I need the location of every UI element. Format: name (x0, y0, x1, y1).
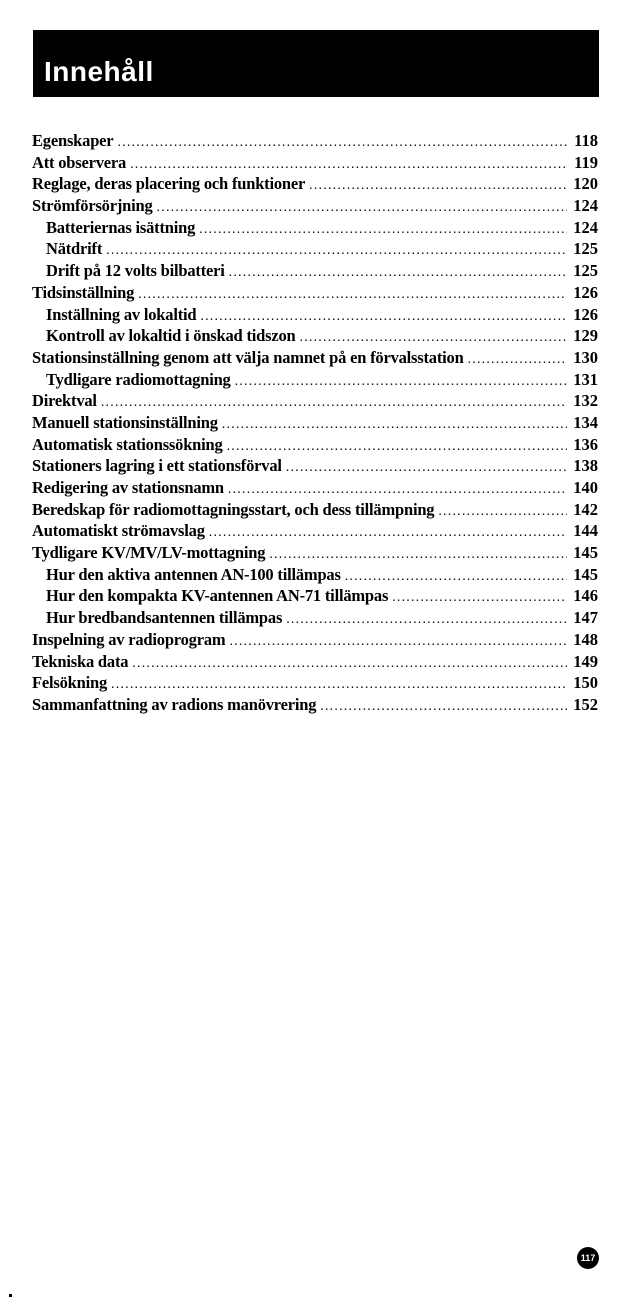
toc-entry[interactable] (32, 412, 598, 434)
dot-leader (228, 479, 567, 501)
toc-entry-title: Sammanfattning av radions manövrering (32, 694, 317, 714)
toc-subentry[interactable] (32, 564, 598, 586)
toc-entry[interactable] (32, 282, 598, 304)
toc-subentry[interactable] (32, 585, 598, 607)
dot-leader (438, 501, 567, 523)
dot-leader (392, 587, 567, 609)
toc-entry[interactable] (32, 455, 598, 477)
dot-leader (157, 197, 567, 219)
toc-entry-page: 150 (573, 673, 598, 693)
dot-leader (111, 674, 567, 696)
toc-entry-page: 138 (573, 456, 598, 476)
dot-leader (130, 154, 567, 176)
dot-leader (269, 544, 567, 566)
dot-leader (138, 284, 567, 306)
toc-entry-title: Redigering av stationsnamn (32, 478, 224, 497)
toc-entry[interactable] (32, 477, 598, 499)
toc-entry-title: Drift på 12 volts bilbatteri (46, 261, 225, 281)
toc-entry[interactable] (32, 542, 598, 564)
toc-entry-page: 125 (573, 261, 598, 281)
toc-entry-title: Tydligare KV/MV/LV-mottagning (32, 543, 266, 563)
toc-subentry[interactable] (32, 325, 598, 347)
toc-entry-title: Beredskap för radiomottagningsstart, och dess tillämpning (32, 499, 435, 519)
toc-entry-page: 136 (573, 434, 598, 454)
toc-entry[interactable] (32, 629, 598, 651)
dot-leader (227, 436, 567, 458)
toc-entry-page: 145 (573, 564, 598, 584)
toc-entry[interactable] (32, 651, 598, 673)
toc-subentry[interactable] (32, 304, 598, 326)
toc-entry-page: 118 (574, 131, 598, 150)
toc-entry-page: 144 (573, 521, 598, 541)
toc-entry-page: 149 (573, 651, 598, 671)
toc-entry-title: Hur den aktiva antennen AN-100 tillämpas (46, 564, 341, 584)
toc-subentry[interactable] (32, 238, 598, 260)
dot-leader (309, 175, 567, 197)
toc-entry-page: 130 (573, 347, 598, 367)
dot-leader (300, 327, 568, 349)
toc-entry-page: 126 (573, 304, 598, 324)
toc-entry[interactable] (32, 520, 598, 542)
toc-subentry[interactable] (32, 607, 598, 629)
dot-leader (132, 653, 567, 675)
toc-entry-title: Inställning av lokaltid (46, 304, 197, 324)
toc-entry-page: 148 (573, 629, 598, 649)
toc-entry[interactable] (32, 434, 598, 456)
toc-entry[interactable] (32, 173, 598, 195)
toc-entry-page: 145 (573, 543, 598, 563)
toc-entry-title: Tydligare radiomottagning (46, 369, 231, 389)
section-header-bar (33, 30, 599, 97)
toc-entry[interactable] (32, 152, 598, 174)
toc-subentry[interactable] (32, 369, 598, 391)
toc-entry-page: 134 (573, 412, 598, 432)
toc-entry-title: Kontroll av lokaltid i önskad tidszon (46, 326, 296, 346)
toc-entry-title: Hur bredbandsantennen tillämpas (46, 608, 283, 628)
toc-entry-title: Stationers lagring i ett stationsförval (32, 456, 282, 476)
toc-entry-page: 120 (573, 174, 598, 194)
toc-entry-page: 125 (573, 239, 598, 259)
toc-entry[interactable] (32, 672, 598, 694)
dot-leader (320, 696, 567, 718)
toc-subentry[interactable] (32, 217, 598, 239)
toc-entry-page: 131 (573, 369, 598, 389)
toc-entry-title: Automatiskt strömavslag (32, 521, 205, 541)
dot-leader (209, 522, 567, 544)
dot-leader (101, 392, 567, 414)
toc-entry[interactable] (32, 195, 598, 217)
dot-leader (468, 349, 567, 371)
toc-entry-page: 129 (573, 326, 598, 346)
toc-entry-title: Stationsinställning genom att välja namnet på en förvalsstation (32, 347, 464, 367)
toc-entry-title: Tidsinställning (32, 282, 135, 302)
scan-mark (9, 1294, 12, 1297)
toc-entry[interactable] (32, 347, 598, 369)
toc-entry-title: Strömförsörjning (32, 196, 153, 216)
dot-leader (229, 262, 567, 284)
toc-entry-title: Nätdrift (46, 239, 103, 259)
dot-leader (222, 414, 567, 436)
toc-entry[interactable] (32, 130, 598, 152)
page-title: Innehåll (44, 56, 154, 87)
toc-entry[interactable] (32, 390, 598, 412)
table-of-contents (32, 130, 598, 716)
dot-leader (117, 132, 567, 154)
toc-entry[interactable] (32, 499, 598, 521)
toc-entry-page: 126 (573, 282, 598, 302)
toc-entry-page: 147 (573, 608, 598, 628)
dot-leader (345, 566, 567, 588)
dot-leader (199, 219, 567, 241)
toc-entry-page: 140 (573, 478, 598, 497)
toc-entry-title: Manuell stationsinställning (32, 412, 218, 432)
toc-subentry[interactable] (32, 260, 598, 282)
toc-entry-title: Inspelning av radioprogram (32, 629, 226, 649)
dot-leader (200, 306, 567, 328)
toc-entry-page: 119 (574, 152, 598, 172)
dot-leader (286, 457, 567, 479)
toc-entry-page: 132 (573, 391, 598, 411)
dot-leader (229, 631, 567, 653)
toc-entry-title: Automatisk stationssökning (32, 434, 223, 454)
toc-entry-title: Hur den kompakta KV-antennen AN-71 tillämpas (46, 586, 389, 606)
page-number-badge: 117 (577, 1247, 599, 1269)
dot-leader (106, 240, 567, 262)
toc-entry-page: 146 (573, 586, 598, 606)
toc-entry-title: Batteriernas isättning (46, 217, 196, 237)
toc-entry-title: Felsökning (32, 673, 108, 693)
toc-entry-page: 142 (573, 499, 598, 519)
toc-entry-title: Tekniska data (32, 651, 129, 671)
toc-entry-title: Egenskaper (32, 131, 114, 150)
toc-entry-page: 124 (573, 217, 598, 237)
toc-entry-title: Att observera (32, 152, 127, 172)
toc-entry-title: Reglage, deras placering och funktioner (32, 174, 306, 194)
dot-leader (235, 371, 567, 393)
dot-leader (286, 609, 567, 631)
toc-entry-page: 152 (573, 694, 598, 714)
toc-entry[interactable] (32, 694, 598, 716)
toc-entry-page: 124 (573, 196, 598, 216)
toc-entry-title: Direktval (32, 391, 97, 411)
